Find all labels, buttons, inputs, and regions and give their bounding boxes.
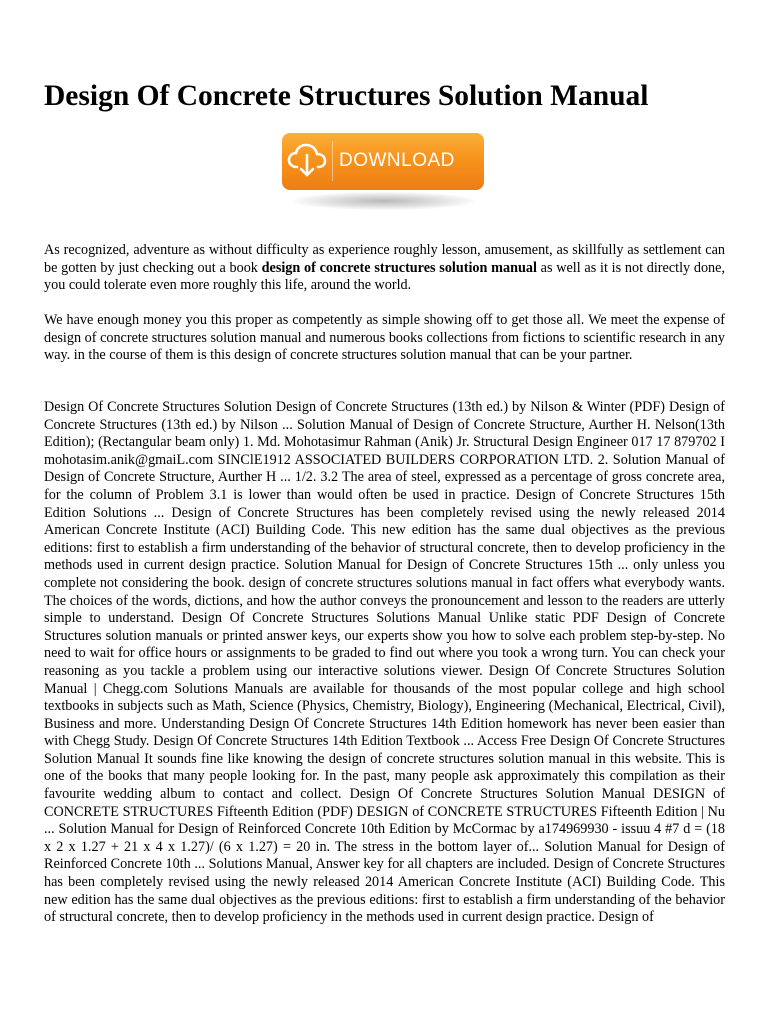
intro-text-after: as well as it is not directly done, you could tolerate even more roughly this life, around the world.	[44, 259, 725, 294]
cloud-download-icon	[282, 132, 332, 190]
download-label: DOWNLOAD	[339, 150, 455, 171]
download-button[interactable]	[282, 132, 484, 190]
page-title: Design Of Concrete Structures Solution Manual	[44, 80, 649, 112]
intro-bold-keyword: design of concrete structures solution manual	[261, 259, 537, 276]
body-paragraph: Design Of Concrete Structures Solution Design of Concrete Structures (13th ed.) by Nilson & Winter (PDF) Design of Concrete Structures (13th ed.) by Nilson ... Solution Manual of Design of Concrete Structure, Aurther H. Nelson(13th Edition); (Rectangular beam only) 1. Md. Mohotasimur Rahman (Anik) Jr. Structural Design Engineer 017 17 879702 I mohotasim.anik@gmaiL.com SINClE1912 ASSOCIATED BUILDERS CORPORATION LTD. 2. Solution Manual of Design of Concrete Structure, Aurther H ... 1/2. 3.2 The area of steel, expressed as a percentage of gross concrete area, for the column of Problem 3.1 is lower than would often be used in practice. Design of Concrete Structures 15th Edition Solutions ... Design of Concrete Structures has been completely revised using the newly released 2014 American Concrete Institute (ACI) Building Code. This new edition has the same dual objectives as the previous editions: first to establish a firm understanding of the behavior of structural concrete, then to develop proficiency in the methods used in current design practice. Solution Manual for Design of Concrete Structures 15th ... only unless you complete not considering the book. design of concrete structures solutions manual in fact offers what everybody wants. The choices of the words, dictions, and how the author conveys the pronouncement and lesson to the readers are utterly simple to understand. Design Of Concrete Structures Solutions Manual Unlike static PDF Design of Concrete Structures solution manuals or printed answer keys, our experts show you how to solve each problem step-by-step. No need to wait for office hours or assignments to be graded to find out where you took a wrong turn. You can check your reasoning as you tackle a problem using our interactive solutions viewer. Design Of Concrete Structures Solution Manual | Chegg.com Solutions Manuals are available for thousands of the most popular college and high school textbooks in subjects such as Math, Science (Physics, Chemistry, Biology), Engineering (Mechanical, Electrical, Civil), Business and more. Understanding Design Of Concrete Structures 14th Edition homework has never been easier than with Chegg Study. Design Of Concrete Structures 14th Edition Textbook ... Access Free Design Of Concrete Structures Solution Manual It sounds fine like knowing the design of concrete structures solution manual in this website. This is one of the books that many people looking for. In the past, many people ask approximately this compilation as their favourite wedding album to contact and collect. Design Of Concrete Structures Solution Manual DESIGN of CONCRETE STRUCTURES Fifteenth Edition (PDF) DESIGN of CONCRETE STRUCTURES Fifteenth Edition | Nu ... Solution Manual for Design of Reinforced Concrete 10th Edition by McCormac by a174969930 - issuu 4 #7 d = (18 x 2 x 1.27 + 21 x 4 x 1.27)/ (6 x 1.27) = 20 in. The stress in the bottom layer of... Solution Manual for Design of Reinforced Concrete 10th ... Solutions Manual, Answer key for all chapters are included. Design of Concrete Structures has been completely revised using the newly released 2014 American Concrete Institute (ACI) Building Code. This new edition has the same dual objectives as the previous editions: first to establish a firm understanding of the behavior of structural concrete, then to develop proficiency in the methods used in current design practice. Design of	[44, 399, 725, 926]
intro-paragraph	[44, 242, 725, 295]
second-paragraph: We have enough money you this proper as competently as simple showing off to get those all. We meet the expense of design of concrete structures solution manual and numerous books collections from fictions to scientific research in any way. in the course of them is this design of concrete structures solution manual that can be your partner.	[44, 312, 725, 364]
button-divider	[332, 141, 333, 181]
download-area	[282, 132, 486, 218]
download-shadow	[294, 192, 474, 210]
intro-text-before: As recognized, adventure as without difficulty as experience roughly lesson, amusement, as skillfully as settlement can be gotten by just checking out a book	[44, 242, 725, 276]
